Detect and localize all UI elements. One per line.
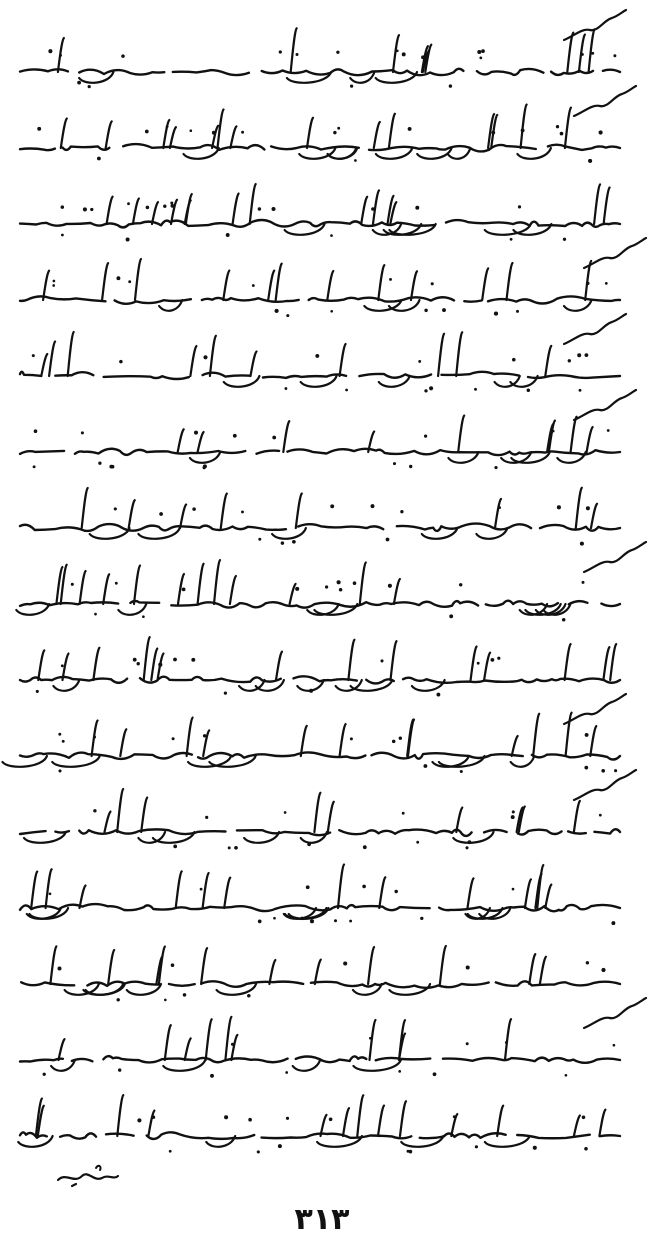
handwritten-line <box>16 636 624 706</box>
handwritten-line <box>16 484 624 554</box>
handwritten-line <box>16 1092 624 1162</box>
marginal-handwriting <box>580 234 650 274</box>
handwritten-line <box>16 940 624 1010</box>
marginal-handwriting <box>570 766 640 806</box>
page-number: ٣١٣ <box>294 1202 350 1237</box>
handwritten-line <box>16 28 624 98</box>
handwritten-line <box>16 180 624 250</box>
handwritten-line <box>16 712 624 782</box>
marginal-handwriting <box>570 82 640 122</box>
handwritten-line <box>16 864 624 934</box>
handwritten-line <box>16 788 624 858</box>
marginal-handwriting <box>560 690 630 730</box>
handwritten-line <box>16 104 624 174</box>
marginal-handwriting <box>570 386 640 426</box>
handwritten-line <box>16 256 624 326</box>
handwritten-line <box>16 408 624 478</box>
handwritten-line <box>16 332 624 402</box>
handwritten-line <box>16 560 624 630</box>
marginal-handwriting <box>560 6 630 46</box>
marginal-handwriting <box>580 994 650 1034</box>
marginal-handwriting <box>560 310 630 350</box>
handwritten-line <box>16 1016 624 1086</box>
marginal-handwriting <box>580 538 650 578</box>
catchword-handwriting <box>52 1160 122 1192</box>
